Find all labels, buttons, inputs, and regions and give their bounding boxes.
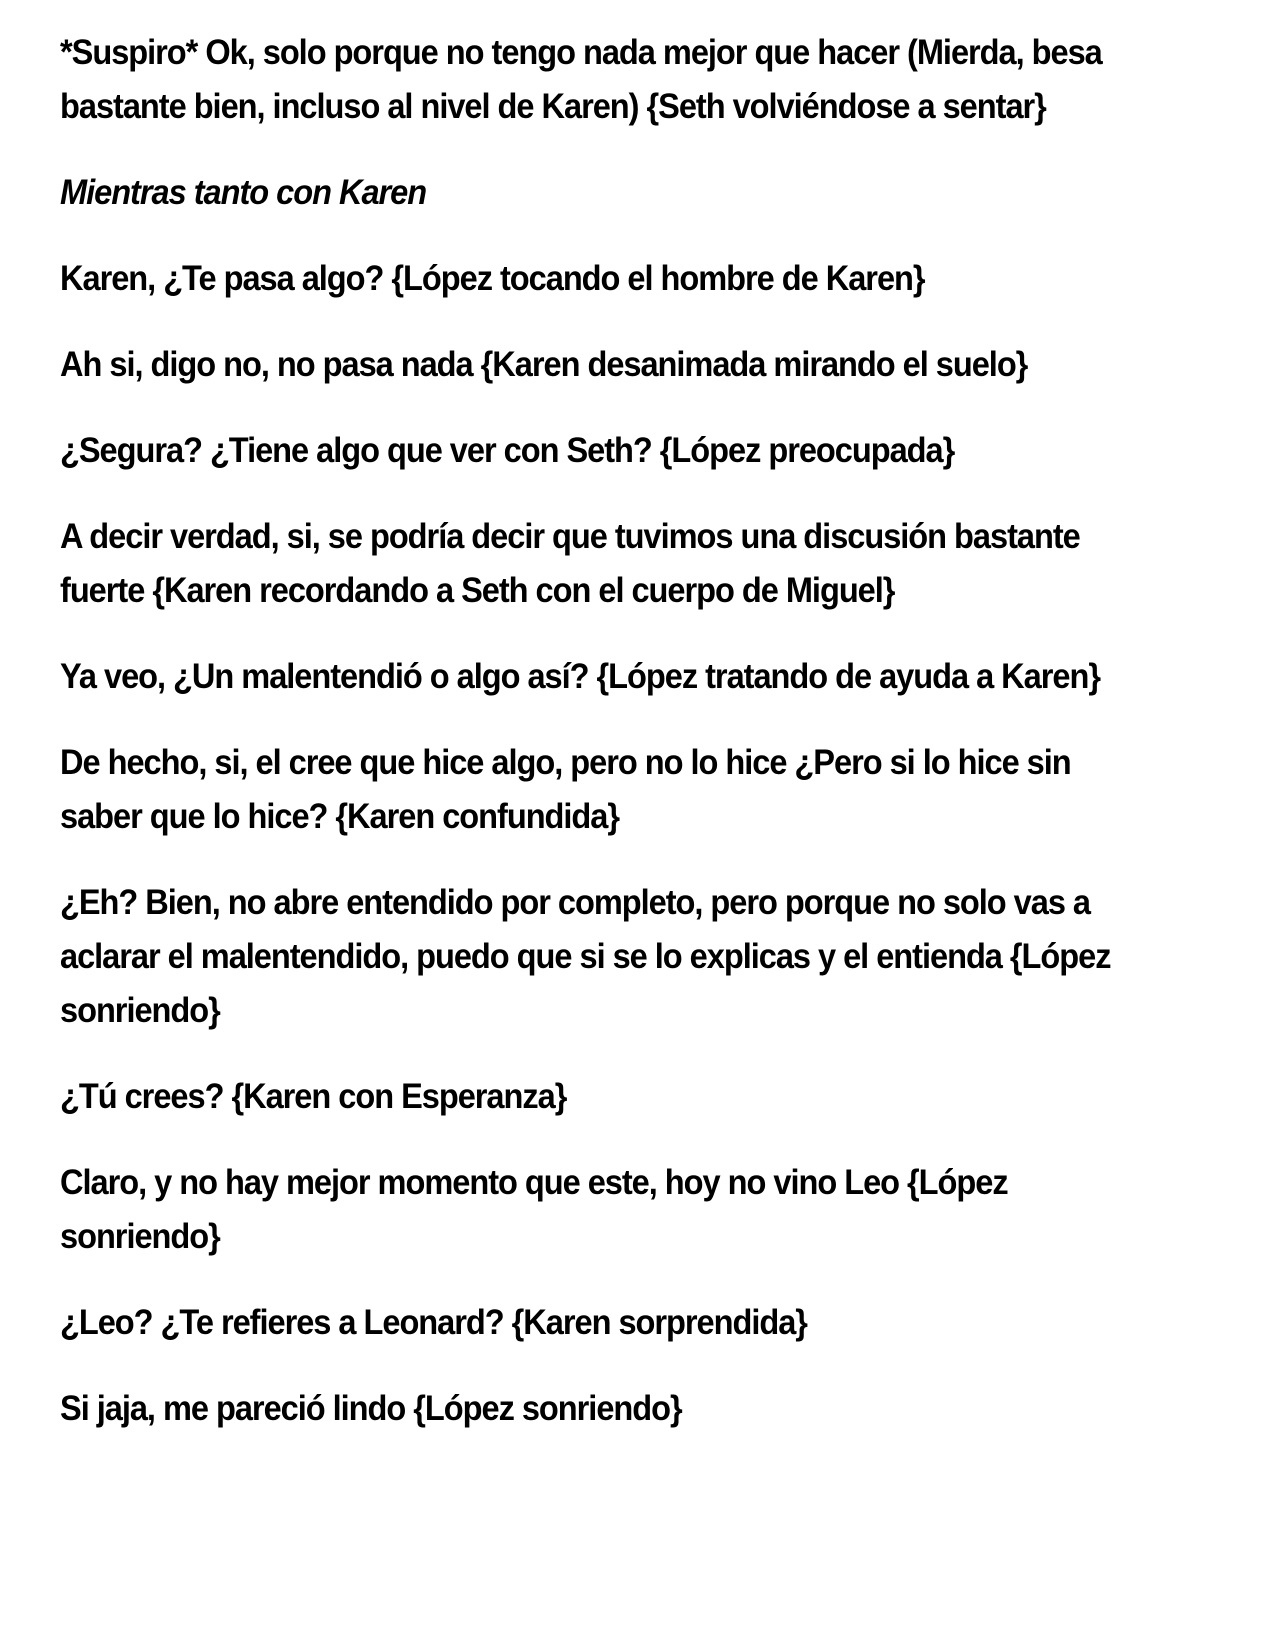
paragraph: De hecho, si, el cree que hice algo, pero no lo hice ¿Pero si lo hice sin saber que lo hice? {Karen confundida} — [60, 743, 1071, 836]
paragraph: A decir verdad, si, se podría decir que tuvimos una discusión bastante fuerte {Karen recordando a Seth con el cuerpo de Miguel} — [60, 517, 1080, 610]
paragraph: Ya veo, ¿Un malentendió o algo así? {López tratando de ayuda a Karen} — [60, 657, 1100, 696]
paragraph: ¿Segura? ¿Tiene algo que ver con Seth? {López preocupada} — [60, 431, 955, 470]
paragraph: Claro, y no hay mejor momento que este, hoy no vino Leo {López sonriendo} — [60, 1163, 1008, 1256]
paragraph: *Suspiro* Ok, solo porque no tengo nada mejor que hacer (Mierda, besa bastante bien, incluso al nivel de Karen) {Seth volviéndose a sentar} — [60, 33, 1102, 126]
scene-heading: Mientras tanto con Karen — [60, 173, 427, 212]
document-page — [60, 26, 1139, 1468]
paragraph: Si jaja, me pareció lindo {López sonriendo} — [60, 1389, 682, 1428]
paragraph: ¿Eh? Bien, no abre entendido por completo, pero porque no solo vas a aclarar el malentendido, puedo que si se lo explicas y el entienda {López sonriendo} — [60, 883, 1111, 1030]
paragraph: Karen, ¿Te pasa algo? {López tocando el hombre de Karen} — [60, 259, 925, 298]
paragraph: ¿Leo? ¿Te refieres a Leonard? {Karen sorprendida} — [60, 1303, 807, 1342]
paragraph: Ah si, digo no, no pasa nada {Karen desanimada mirando el suelo} — [60, 345, 1028, 384]
paragraph: ¿Tú crees? {Karen con Esperanza} — [60, 1077, 567, 1116]
